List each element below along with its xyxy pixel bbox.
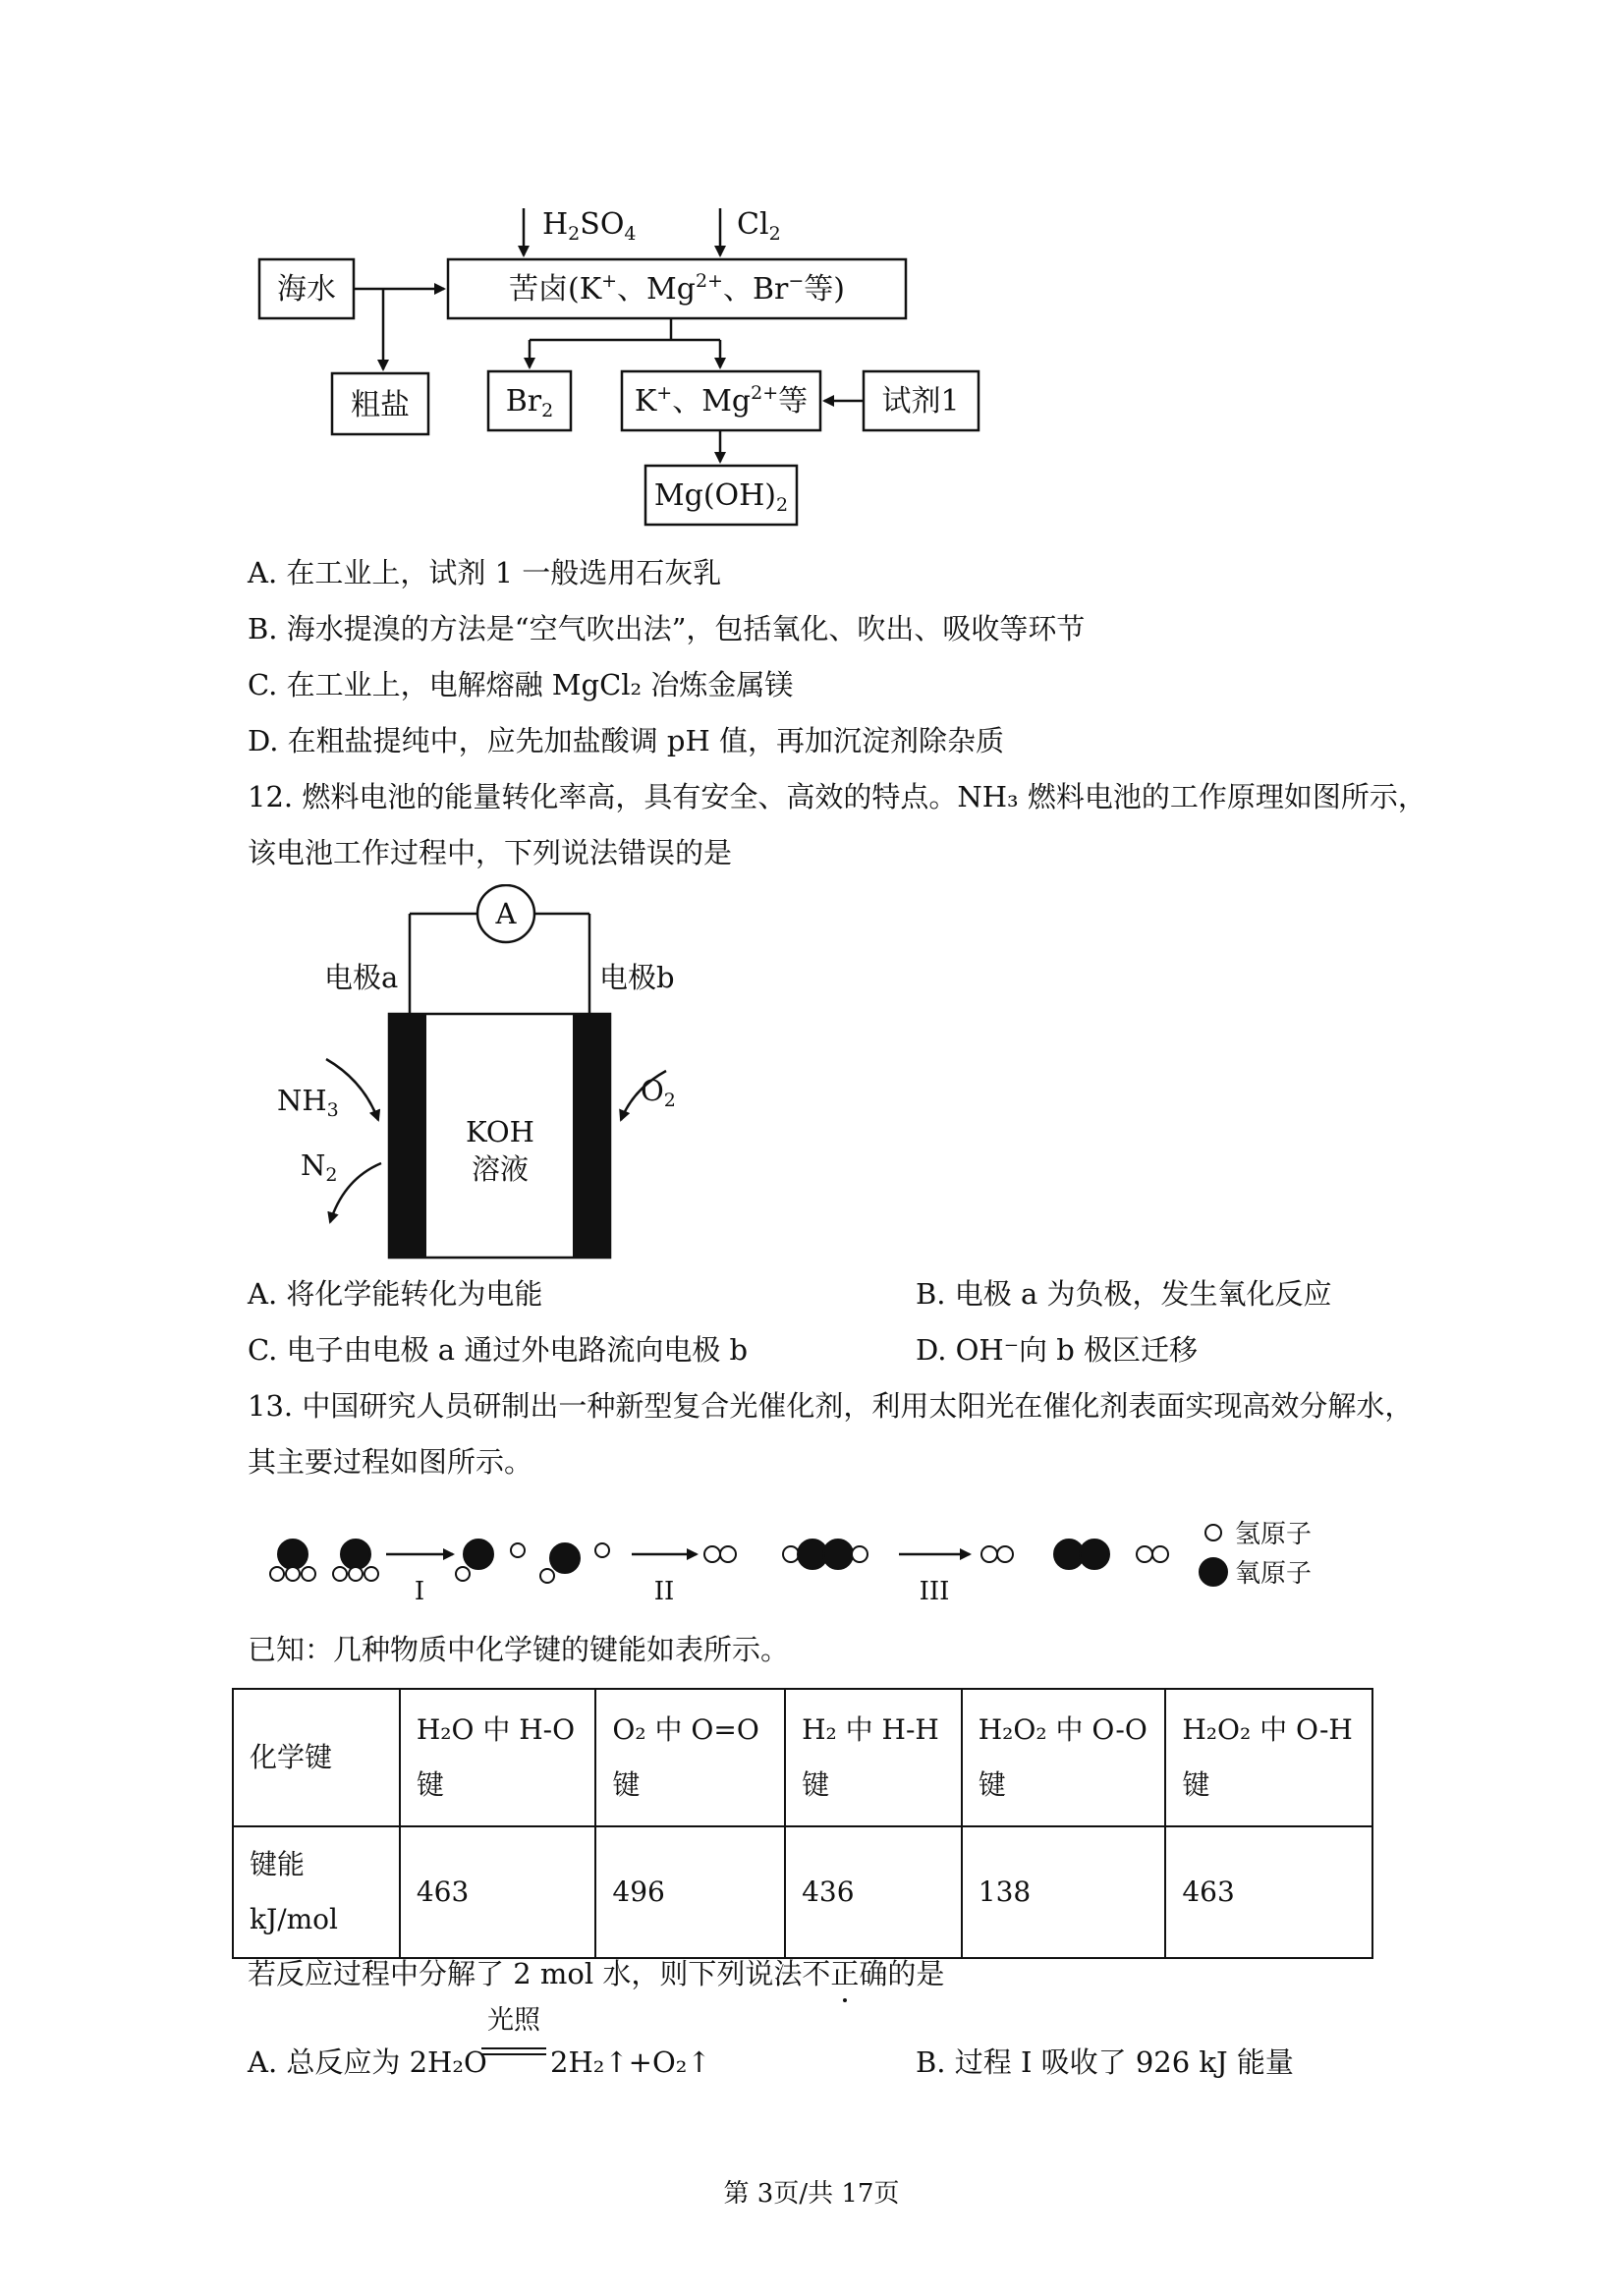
q11-option-a: A. 在工业上，试剂 1 一般选用石灰乳 [248, 556, 722, 589]
q13-option-b: B. 过程 I 吸收了 926 kJ 能量 [916, 2045, 1294, 2079]
electrode-b-label: 电极b [599, 961, 675, 994]
table-value-cell: 496 [595, 1826, 785, 1958]
bromine-label: $Br_2$ [505, 384, 554, 421]
table-bond-cell: H₂O 中 H-O 键 [400, 1689, 596, 1826]
q12-option-a: A. 将化学能转化为电能 [248, 1277, 543, 1311]
cl2-label: $Cl_2$ [737, 207, 781, 245]
legend-hydrogen-label: 氢原子 [1235, 1520, 1313, 1549]
legend-hydrogen-symbol [1205, 1525, 1221, 1540]
q11-option-d: D. 在粗盐提纯中，应先加盐酸调 pH 值，再加沉淀剂除杂质 [248, 724, 1004, 757]
fuel-cell-diagram [265, 884, 698, 1267]
step-i-label: I [414, 1577, 425, 1606]
q12-option-d: D. OH⁻向 b 极区迁移 [916, 1333, 1199, 1367]
q13-option-a-products: 2H₂↑+O₂↑ [550, 2045, 711, 2079]
q12-option-c: C. 电子由电极 a 通过外电路流向电极 b [248, 1333, 749, 1367]
q12-stem-line2: 该电池工作过程中，下列说法错误的是 [248, 836, 733, 869]
emphasis-not-correct: 不正确 [802, 1957, 888, 1990]
table-row [233, 1689, 1372, 1826]
table-header-cell: 化学键 [233, 1689, 400, 1826]
reagent1-label: 试剂1 [881, 384, 960, 419]
step-ii-label: II [653, 1577, 675, 1606]
table-bond-cell: H₂ 中 H-H 键 [785, 1689, 962, 1826]
ammeter-label: A [495, 897, 517, 930]
bond-energy-table [232, 1688, 1373, 1959]
seawater-label: 海水 [277, 272, 336, 307]
q13-stem-line2: 其主要过程如图所示。 [248, 1445, 533, 1479]
n2-label: $N_2$ [301, 1148, 338, 1186]
q11-option-c: C. 在工业上，电解熔融 MgCl₂ 冶炼金属镁 [248, 668, 794, 701]
q11-option-b: B. 海水提溴的方法是“空气吹出法”，包括氧化、吹出、吸收等环节 [248, 612, 1086, 645]
seawater-flowchart [246, 196, 992, 540]
table-value-cell: 463 [400, 1826, 596, 1958]
h2so4-label: $H_2SO_4$ [542, 207, 637, 245]
photocatalysis-process-diagram [260, 1511, 1361, 1609]
table-energy-label-cell: 键能 kJ/mol [233, 1826, 400, 1958]
nh3-label: $NH_3$ [277, 1084, 339, 1121]
electrode-a [389, 1014, 426, 1258]
table-value-cell: 436 [785, 1826, 962, 1958]
page-footer: 第 3页/共 17页 [723, 2179, 900, 2209]
step-iii-label: III [919, 1577, 950, 1606]
table-bond-cell: H₂O₂ 中 O-H 键 [1165, 1689, 1372, 1826]
electrode-a-label: 电极a [324, 961, 399, 994]
table-bond-cell: O₂ 中 O=O 键 [595, 1689, 785, 1826]
electrolyte-label-1: KOH [466, 1115, 534, 1148]
crude-salt-label: 粗盐 [351, 388, 410, 422]
electrode-b [573, 1014, 610, 1258]
light-condition-label: 光照 [487, 2005, 540, 2036]
o2-label: $O_2$ [641, 1074, 676, 1111]
q13-option-a: A. 总反应为 2H₂O [248, 2045, 487, 2079]
table-value-cell: 463 [1165, 1826, 1372, 1958]
q12-stem-line1: 12. 燃料电池的能量转化率高，具有安全、高效的特点。NH₃ 燃料电池的工作原理如图所示， [248, 780, 1427, 813]
q12-option-b: B. 电极 a 为负极，发生氧化反应 [916, 1277, 1332, 1311]
reaction-condition [481, 2004, 546, 2055]
electrolyte-label-2: 溶液 [471, 1152, 530, 1186]
product-label: $Mg(OH)_2$ [653, 478, 789, 516]
filtrate-label: K+、$Mg^{2+}$等 [634, 382, 809, 419]
legend-oxygen-label: 氧原子 [1235, 1559, 1313, 1589]
table-row [233, 1826, 1372, 1958]
legend-oxygen-symbol [1200, 1558, 1227, 1586]
q13-condition: 若反应过程中分解了 2 mol 水，则下列说法不正确的是 [248, 1957, 945, 1990]
table-bond-cell: H₂O₂ 中 O-O 键 [962, 1689, 1166, 1826]
q13-known-text: 已知：几种物质中化学键的键能如表所示。 [248, 1633, 790, 1666]
q13-stem-line1: 13. 中国研究人员研制出一种新型复合光催化剂，利用太阳光在催化剂表面实现高效分解水， [248, 1389, 1414, 1423]
table-value-cell: 138 [962, 1826, 1166, 1958]
bittern-label: 苦卤(K+、$Mg^{2+}$、Br−等) [508, 270, 846, 307]
